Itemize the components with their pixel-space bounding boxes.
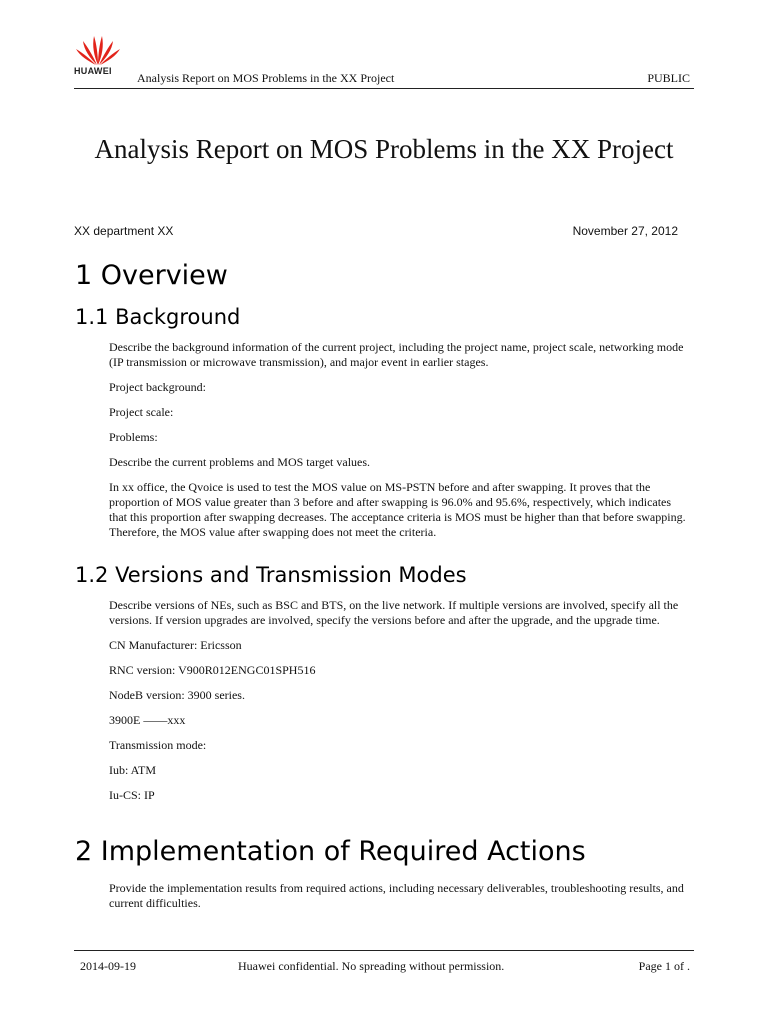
brand-name: HUAWEI bbox=[74, 66, 112, 76]
implementation-section bbox=[109, 881, 689, 921]
versions-section bbox=[109, 598, 689, 813]
footer-date: 2014-09-19 bbox=[80, 959, 136, 973]
header-classification: PUBLIC bbox=[647, 71, 690, 85]
paragraph: Iu-CS: IP bbox=[109, 788, 155, 802]
paragraph: Provide the implementation results from required actions, including necessary deliverables, troubleshooting results, and current difficulties. bbox=[109, 881, 684, 910]
paragraph: CN Manufacturer: Ericsson bbox=[109, 638, 242, 652]
footer-divider bbox=[74, 950, 694, 951]
paragraph: Project scale: bbox=[109, 405, 174, 419]
paragraph: Transmission mode: bbox=[109, 738, 207, 752]
header-doc-title: Analysis Report on MOS Problems in the XX Project bbox=[137, 71, 395, 85]
background-section bbox=[109, 340, 689, 550]
paragraph: Project background: bbox=[109, 380, 206, 394]
heading-overview: 1 Overview bbox=[75, 260, 228, 291]
paragraph: In xx office, the Qvoice is used to test the MOS value on MS-PSTN before and after swapping. It proves that the proportion of MOS value greater than 3 before and after swapping is 96.0% and 95.6%, respectively, which indicates that this proportion after swapping decreases. The acceptance criteria is MOS must be higher than that before swapping. Therefore, the MOS value after swapping does not meet the criteria. bbox=[109, 480, 686, 539]
footer-page-number: Page 1 of . bbox=[638, 959, 690, 973]
document-date: November 27, 2012 bbox=[572, 224, 678, 238]
paragraph: Describe versions of NEs, such as BSC and BTS, on the live network. If multiple versions are involved, specify all the versions. If version upgrades are involved, specify the versions before and after the upgrade, and the upgrade time. bbox=[109, 598, 679, 627]
header-divider bbox=[74, 88, 694, 89]
heading-versions: 1.2 Versions and Transmission Modes bbox=[75, 563, 467, 587]
author-line: XX department XX bbox=[74, 224, 174, 238]
paragraph: 3900E ——xxx bbox=[109, 713, 186, 727]
document-title: Analysis Report on MOS Problems in the XX Project bbox=[94, 134, 674, 164]
heading-implementation: 2 Implementation of Required Actions bbox=[75, 836, 586, 867]
footer-confidentiality: Huawei confidential. No spreading without permission. bbox=[238, 959, 505, 973]
paragraph: Describe the background information of the current project, including the project name, project scale, networking mode (IP transmission or microwave transmission), and major event in earlier stages. bbox=[109, 340, 684, 369]
paragraph: Iub: ATM bbox=[109, 763, 157, 777]
paragraph: Problems: bbox=[109, 430, 158, 444]
heading-background: 1.1 Background bbox=[75, 305, 241, 329]
paragraph: NodeB version: 3900 series. bbox=[109, 688, 245, 702]
paragraph: Describe the current problems and MOS target values. bbox=[109, 455, 371, 469]
paragraph: RNC version: V900R012ENGC01SPH516 bbox=[109, 663, 316, 677]
